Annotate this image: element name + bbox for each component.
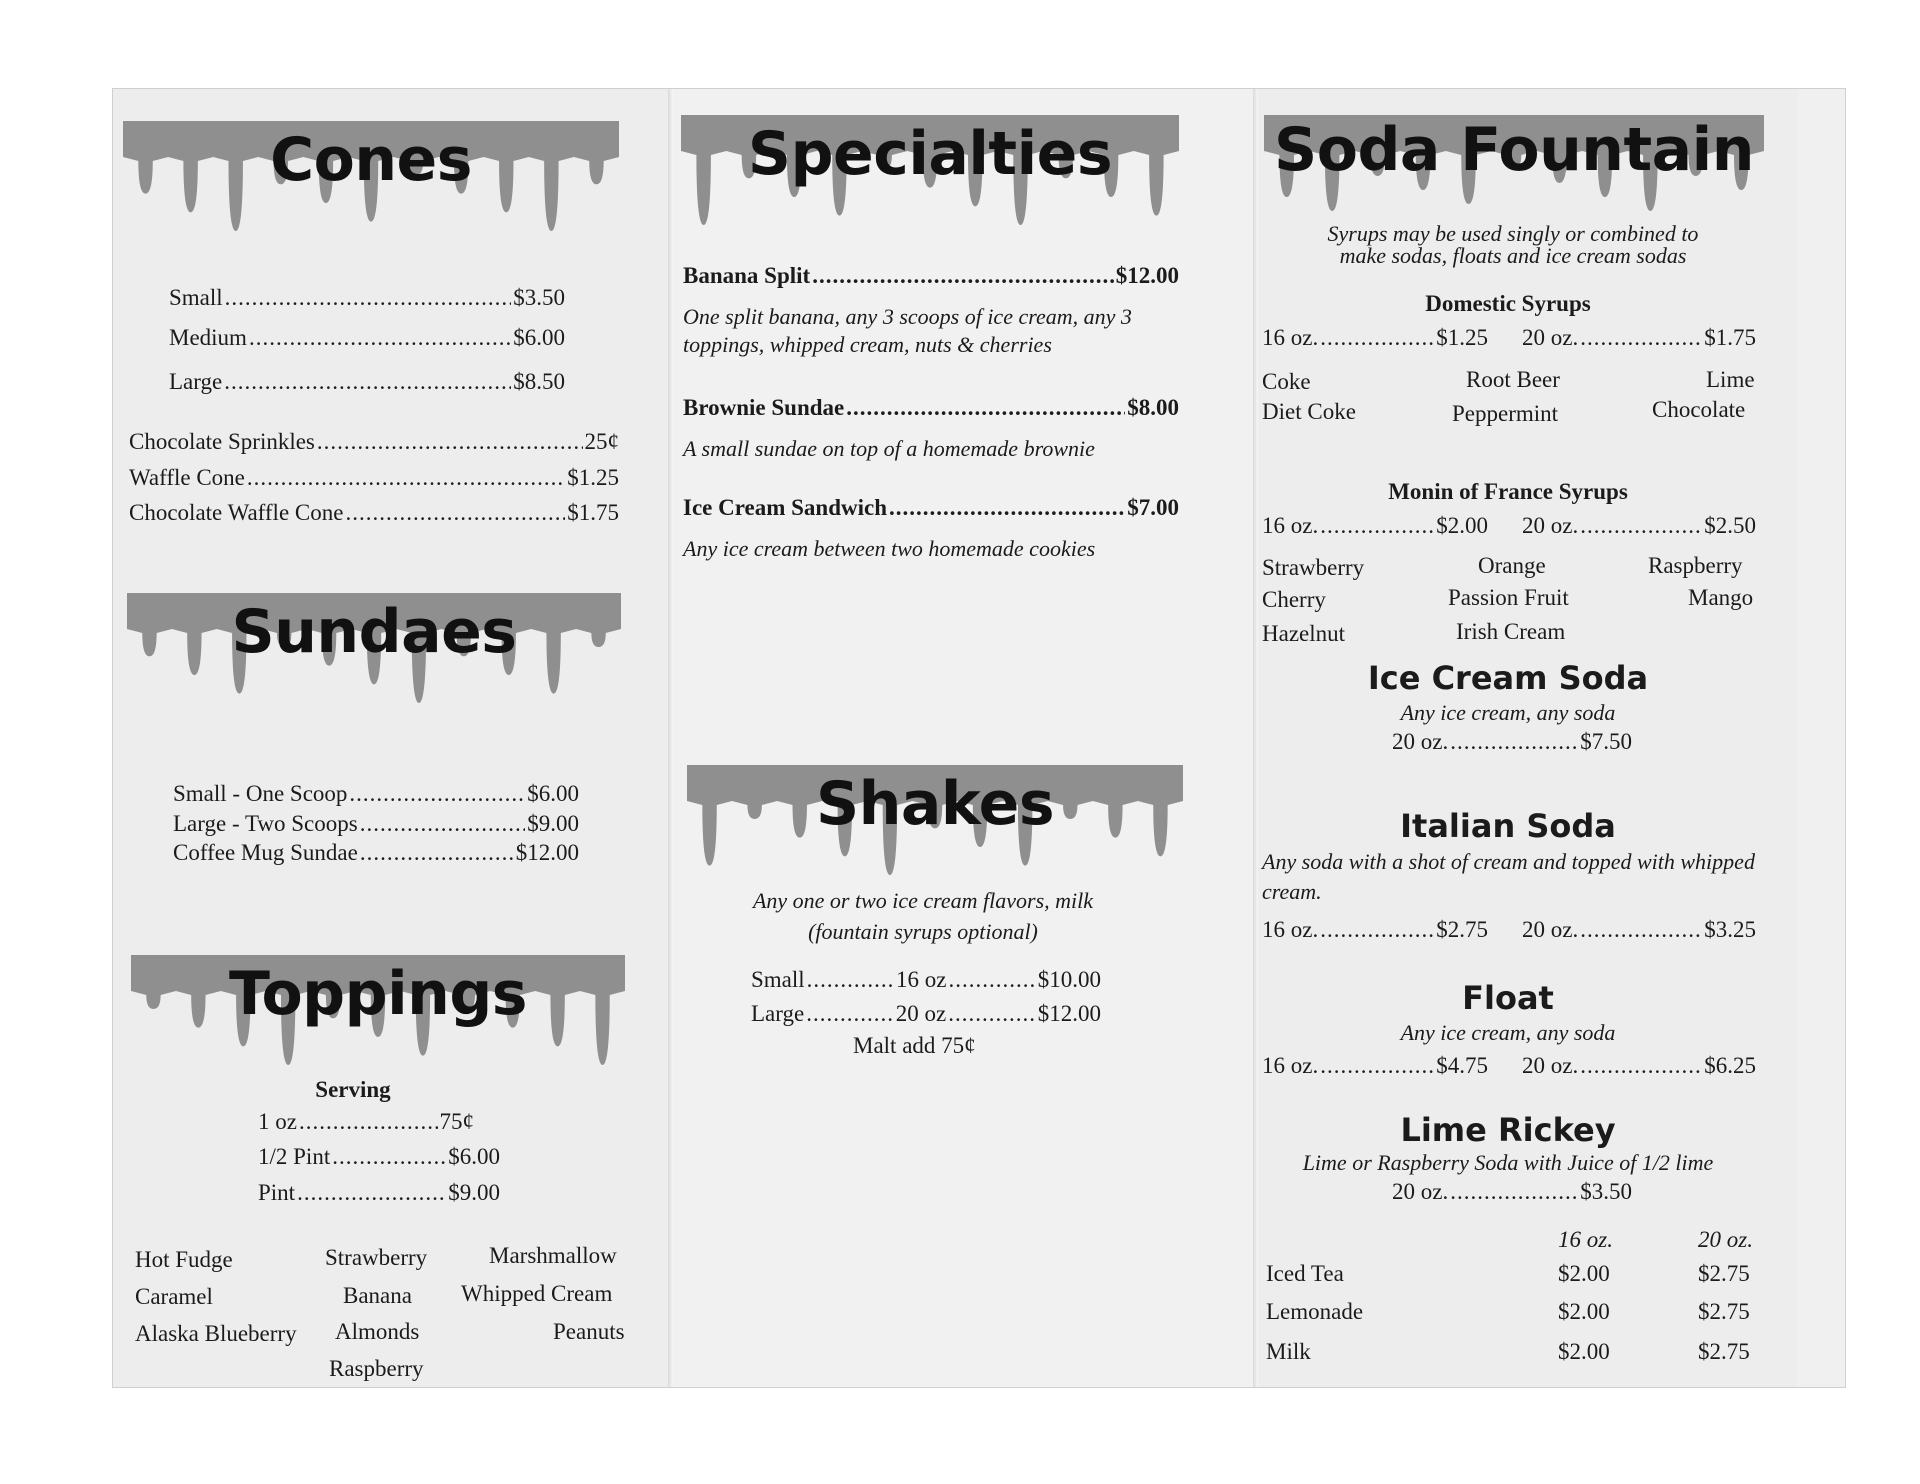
sundae-label: Coffee Mug Sundae xyxy=(173,840,358,865)
specialty-price: $7.00 xyxy=(1127,495,1179,520)
sundae-row xyxy=(173,811,579,837)
drinks-col-20: 20 oz. xyxy=(1698,1227,1753,1252)
italian-soda-desc: Any soda with a shot of cream and topped with whipped cream. xyxy=(1262,849,1755,904)
specialty-price: $12.00 xyxy=(1115,263,1179,288)
size-price: $3.50 xyxy=(1580,1179,1632,1204)
size-price: $1.25 xyxy=(1436,325,1488,350)
shake-size: Small xyxy=(751,967,805,992)
sundae-price: $9.00 xyxy=(527,811,579,836)
specialties-title: Specialties xyxy=(747,119,1113,189)
size-label: 16 oz. xyxy=(1262,917,1319,942)
ice-cream-soda-title: Ice Cream Soda xyxy=(1367,659,1649,697)
drinks-col-16: 16 oz. xyxy=(1558,1227,1613,1252)
menu-sheet xyxy=(112,88,1846,1388)
size-price: $3.25 xyxy=(1704,917,1756,942)
serving-label: 1 oz xyxy=(258,1109,297,1134)
specialty-row xyxy=(683,495,1179,521)
monin-price-20 xyxy=(1522,513,1756,539)
sundae-price: $12.00 xyxy=(515,840,579,865)
syrup-flavor: Coke xyxy=(1262,369,1311,394)
sundae-row xyxy=(173,781,579,807)
size-price: $2.50 xyxy=(1704,513,1756,538)
drink-price-20: $2.75 xyxy=(1698,1339,1750,1364)
domestic-heading: Domestic Syrups xyxy=(1425,291,1591,316)
toppings-title: Toppings xyxy=(228,959,528,1029)
topping-item: Marshmallow xyxy=(489,1243,617,1268)
domestic-price-16 xyxy=(1262,325,1488,351)
cone-size-price: $6.00 xyxy=(513,325,565,350)
toppings-banner xyxy=(131,955,625,1073)
sundae-label: Small - One Scoop xyxy=(173,781,348,806)
size-label: 20 oz. xyxy=(1392,1179,1449,1204)
size-price: $2.00 xyxy=(1436,513,1488,538)
lime-rickey-desc: Lime or Raspberry Soda with Juice of 1/2 lime xyxy=(1302,1150,1714,1175)
drink-name: Milk xyxy=(1266,1339,1311,1364)
float-title: Float xyxy=(1462,979,1554,1017)
italian-price-20 xyxy=(1522,917,1756,943)
sundaes-banner xyxy=(127,593,621,711)
cone-size-label: Small xyxy=(169,285,223,310)
soda-fountain-banner xyxy=(1264,115,1764,219)
syrup-flavor: Orange xyxy=(1478,553,1546,578)
syrup-flavor: Passion Fruit xyxy=(1448,585,1569,610)
serving-heading: Serving xyxy=(315,1077,391,1102)
size-price: $7.50 xyxy=(1580,729,1632,754)
specialty-price: $8.00 xyxy=(1127,395,1179,420)
shake-row xyxy=(751,967,1101,993)
drink-price-16: $2.00 xyxy=(1558,1261,1610,1286)
shake-oz: 16 oz xyxy=(895,967,947,992)
shake-row xyxy=(751,1001,1101,1027)
cone-row xyxy=(169,325,565,351)
size-label: 16 oz. xyxy=(1262,1053,1319,1078)
shakes-title: Shakes xyxy=(815,769,1055,839)
shake-oz: 20 oz xyxy=(895,1001,947,1026)
panel-left xyxy=(113,89,673,1387)
ice-cream-soda-desc: Any ice cream, any soda xyxy=(1400,700,1616,725)
serving-label: Pint xyxy=(258,1180,296,1205)
topping-item: Hot Fudge xyxy=(135,1247,233,1272)
syrup-flavor: Peppermint xyxy=(1452,401,1559,426)
cone-extra-label: Chocolate Waffle Cone xyxy=(129,500,344,525)
serving-row xyxy=(258,1109,474,1135)
cone-extra-row xyxy=(129,429,619,455)
cone-extra-price: $1.75 xyxy=(567,500,619,525)
syrup-flavor: Root Beer xyxy=(1466,367,1560,392)
cone-size-label: Large xyxy=(169,369,223,394)
shake-price: $10.00 xyxy=(1037,967,1102,992)
specialty-desc: A small sundae on top of a homemade brownie xyxy=(683,436,1095,461)
topping-item: Raspberry xyxy=(329,1356,424,1381)
topping-item: Almonds xyxy=(335,1319,420,1344)
float-price-16 xyxy=(1262,1053,1488,1079)
specialties-banner xyxy=(681,115,1179,233)
cone-size-price: $8.50 xyxy=(513,369,565,394)
size-label: 20 oz. xyxy=(1522,917,1579,942)
size-price: $4.75 xyxy=(1436,1053,1488,1078)
syrup-flavor: Hazelnut xyxy=(1262,621,1346,646)
drink-name: Iced Tea xyxy=(1266,1261,1344,1286)
specialty-name: Brownie Sundae xyxy=(683,395,845,420)
cones-banner xyxy=(123,121,619,239)
cone-row xyxy=(169,369,565,395)
cone-size-price: $3.50 xyxy=(513,285,565,310)
syrup-flavor: Mango xyxy=(1688,585,1754,610)
size-label: 16 oz. xyxy=(1262,513,1319,538)
malt-addon: Malt add 75¢ xyxy=(853,1033,976,1058)
cone-extra-price: $1.25 xyxy=(567,465,619,490)
topping-item: Caramel xyxy=(135,1284,213,1309)
syrup-flavor: Cherry xyxy=(1262,587,1326,612)
drink-price-16: $2.00 xyxy=(1558,1299,1610,1324)
topping-item: Peanuts xyxy=(553,1319,625,1344)
size-price: $1.75 xyxy=(1704,325,1756,350)
size-label: 20 oz. xyxy=(1392,729,1449,754)
drink-price-16: $2.00 xyxy=(1558,1339,1610,1364)
specialty-name: Ice Cream Sandwich xyxy=(683,495,888,520)
cones-title: Cones xyxy=(270,125,472,195)
topping-item: Strawberry xyxy=(325,1245,428,1270)
float-desc: Any ice cream, any soda xyxy=(1400,1020,1616,1045)
size-label: 20 oz. xyxy=(1522,325,1579,350)
shake-price: $12.00 xyxy=(1037,1001,1101,1026)
syrup-flavor: Lime xyxy=(1706,367,1755,392)
serving-row xyxy=(258,1180,500,1206)
size-price: $2.75 xyxy=(1436,917,1488,942)
shakes-desc: Any one or two ice cream flavors, milk (fountain syrups optional) xyxy=(752,888,1094,944)
topping-item: Alaska Blueberry xyxy=(135,1321,297,1346)
serving-label: 1/2 Pint xyxy=(258,1144,331,1169)
panel-middle xyxy=(673,89,1258,1387)
sundae-row xyxy=(173,840,579,866)
cone-extra-row xyxy=(129,465,619,491)
cone-row xyxy=(169,285,565,311)
size-label: 20 oz. xyxy=(1522,513,1579,538)
shakes-banner xyxy=(687,765,1183,883)
topping-item: Banana xyxy=(343,1283,412,1308)
drink-name: Lemonade xyxy=(1266,1299,1364,1324)
cone-extra-label: Chocolate Sprinkles xyxy=(129,429,315,454)
panel-right xyxy=(1258,89,1798,1387)
specialty-desc: One split banana, any 3 scoops of ice cream, any 3 toppings, whipped cream, nuts & cherries xyxy=(683,304,1132,357)
sundae-price: $6.00 xyxy=(527,781,579,806)
soda-fountain-title: Soda Fountain xyxy=(1274,115,1754,185)
italian-soda-title: Italian Soda xyxy=(1400,807,1616,845)
shake-size: Large xyxy=(751,1001,805,1026)
sundae-label: Large - Two Scoops xyxy=(173,811,358,836)
serving-row xyxy=(258,1144,500,1170)
specialty-row xyxy=(683,263,1179,289)
soda-intro: Syrups may be used singly or combined to make sodas, floats and ice cream sodas xyxy=(1327,221,1699,268)
italian-price-16 xyxy=(1262,917,1488,943)
serving-price: $6.00 xyxy=(448,1144,500,1169)
syrup-flavor: Strawberry xyxy=(1262,555,1365,580)
cone-extra-row xyxy=(129,500,619,526)
lime-rickey-price xyxy=(1392,1179,1632,1205)
specialty-row xyxy=(683,395,1179,421)
syrup-flavor: Chocolate xyxy=(1652,397,1746,422)
monin-price-16 xyxy=(1262,513,1488,539)
monin-heading: Monin of France Syrups xyxy=(1388,479,1628,504)
float-price-20 xyxy=(1522,1053,1756,1079)
size-label: 20 oz. xyxy=(1522,1053,1579,1078)
specialty-name: Banana Split xyxy=(683,263,811,288)
domestic-price-20 xyxy=(1522,325,1756,351)
ice-cream-soda-price xyxy=(1392,729,1632,755)
cone-extra-price: 25¢ xyxy=(584,429,619,454)
cone-size-label: Medium xyxy=(169,325,247,350)
serving-price: 75¢ xyxy=(439,1109,474,1134)
drink-price-20: $2.75 xyxy=(1698,1261,1750,1286)
sundaes-title: Sundaes xyxy=(231,597,517,667)
lime-rickey-title: Lime Rickey xyxy=(1400,1111,1616,1149)
drink-price-20: $2.75 xyxy=(1698,1299,1750,1324)
syrup-flavor: Raspberry xyxy=(1648,553,1743,578)
syrup-flavor: Diet Coke xyxy=(1262,399,1356,424)
topping-item: Whipped Cream xyxy=(461,1281,613,1306)
syrup-flavor: Irish Cream xyxy=(1456,619,1566,644)
size-price: $6.25 xyxy=(1704,1053,1756,1078)
size-label: 16 oz. xyxy=(1262,325,1319,350)
cone-extra-label: Waffle Cone xyxy=(129,465,245,490)
serving-price: $9.00 xyxy=(448,1180,500,1205)
specialty-desc: Any ice cream between two homemade cookies xyxy=(683,536,1096,561)
